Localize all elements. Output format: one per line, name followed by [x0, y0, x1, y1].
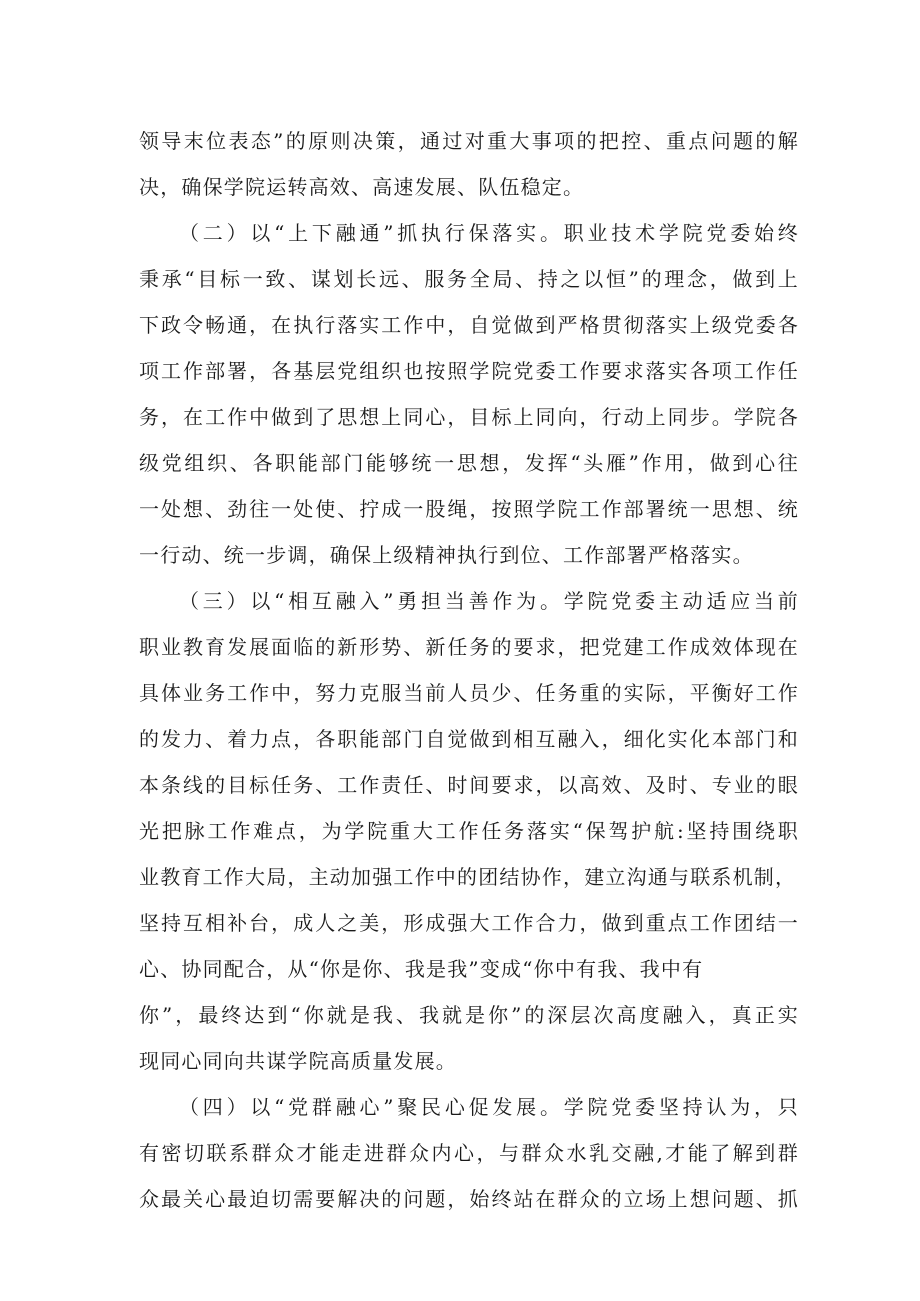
text-line: 领导末位表态”的原则决策，通过对重大事项的把控、重点问题的解	[139, 129, 799, 153]
text-line: 有密切联系群众才能走进群众内心，与群众水乳交融,才能了解到群	[139, 1141, 799, 1165]
text-line: 业教育工作大局，主动加强工作中的团结协作，建立沟通与联系机制，	[139, 865, 797, 889]
text-line: 一行动、统一步调，确保上级精神执行到位、工作部署严格落实。	[139, 543, 754, 567]
text-line: 秉承“目标一致、谋划长远、服务全局、持之以恒”的理念，做到上	[139, 267, 799, 291]
text-line: 现同心同向共谋学院高质量发展。	[139, 1049, 457, 1073]
text-line: 职业教育发展面临的新形势、新任务的要求，把党建工作成效体现在	[139, 635, 799, 659]
text-line: 的发力、着力点，各职能部门自觉做到相互融入，细化实化本部门和	[139, 727, 799, 751]
text-line: 下政令畅通，在执行落实工作中，自觉做到严格贯彻落实上级党委各	[139, 313, 799, 337]
text-line: 光把脉工作难点，为学院重大工作任务落实“保驾护航:坚持围绕职	[139, 819, 799, 843]
text-line: 你”，最终达到“你就是我、我就是你”的深层次高度融入，真正实	[139, 1003, 799, 1027]
text-line: 决，确保学院运转高效、高速发展、队伍稳定。	[139, 175, 585, 199]
text-line: 具体业务工作中，努力克服当前人员少、任务重的实际，平衡好工作	[139, 681, 799, 705]
text-line: 心、协同配合，从“你是你、我是我”变成“你中有我、我中有	[139, 957, 704, 981]
paragraph-heading-line: （四）以“党群融心”聚民心促发展。学院党委坚持认为，只	[179, 1095, 799, 1119]
document-body	[139, 118, 799, 1222]
text-line: 一处想、劲往一处使、拧成一股绳，按照学院工作部署统一思想、统	[139, 497, 799, 521]
text-line: 众最关心最迫切需要解决的问题，始终站在群众的立场上想问题、抓	[139, 1187, 799, 1211]
text-line: 坚持互相补台，成人之美，形成强大工作合力，做到重点工作团结一	[139, 911, 799, 935]
text-line: 本条线的目标任务、工作责任、时间要求，以高效、及时、专业的眼	[139, 773, 799, 797]
text-line: 务，在工作中做到了思想上同心，目标上同向，行动上同步。学院各	[139, 405, 799, 429]
paragraph-heading-line: （三）以“相互融入”勇担当善作为。学院党委主动适应当前	[179, 589, 799, 613]
text-line: 级党组织、各职能部门能够统一思想，发挥“头雁”作用，做到心往	[139, 451, 799, 475]
paragraph-heading-line: （二）以“上下融通”抓执行保落实。职业技术学院党委始终	[179, 221, 799, 245]
text-line: 项工作部署，各基层党组织也按照学院党委工作要求落实各项工作任	[139, 359, 799, 383]
